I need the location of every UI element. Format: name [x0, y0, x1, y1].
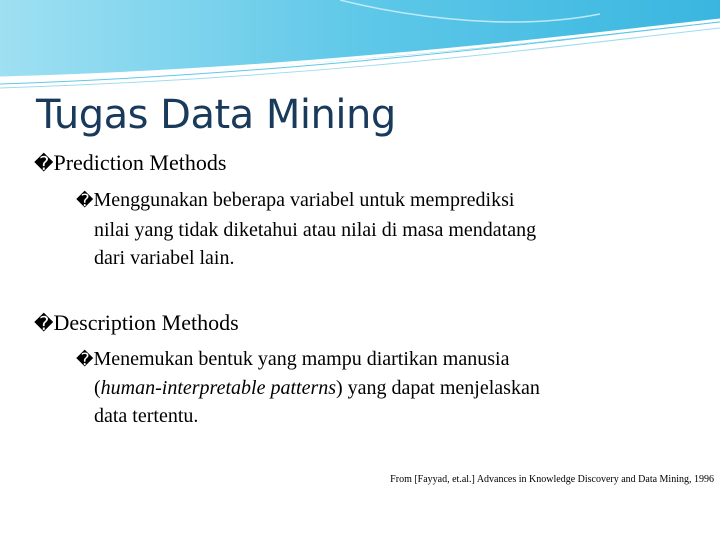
description-desc-line3: data tertentu. [94, 405, 199, 427]
source-citation: From [Fayyad, et.al.] Advances in Knowledge Discovery and Data Mining, 1996 [390, 474, 714, 485]
heading-prediction-methods: Prediction Methods [53, 150, 227, 175]
description-desc-line2-rest: ) yang dapat menjelaskan [336, 377, 540, 399]
bullet-marker-icon: � [34, 313, 54, 335]
header-wave-decoration [0, 0, 720, 95]
italic-term: human-interpretable patterns [100, 377, 337, 399]
bullet-marker-icon: � [76, 350, 94, 370]
description-desc-line2 [94, 375, 540, 401]
bullet-description-methods [34, 310, 239, 336]
prediction-desc-line1: Menggunakan beberapa variabel untuk memprediksi [93, 189, 515, 211]
heading-description-methods: Description Methods [53, 310, 239, 335]
description-desc-line1: Menemukan bentuk yang mampu diartikan manusia [93, 348, 510, 370]
bullet-prediction-methods [34, 150, 226, 176]
bullet-prediction-desc [76, 187, 514, 214]
prediction-desc-line2: nilai yang tidak diketahui atau nilai di masa mendatang [94, 219, 537, 241]
paren-open: ( [94, 377, 101, 399]
bullet-description-desc [76, 346, 509, 373]
bullet-marker-icon: � [34, 153, 54, 175]
bullet-marker-icon: � [76, 191, 94, 211]
slide-title: Tugas Data Mining [36, 92, 396, 138]
prediction-desc-line3: dari variabel lain. [94, 247, 235, 269]
